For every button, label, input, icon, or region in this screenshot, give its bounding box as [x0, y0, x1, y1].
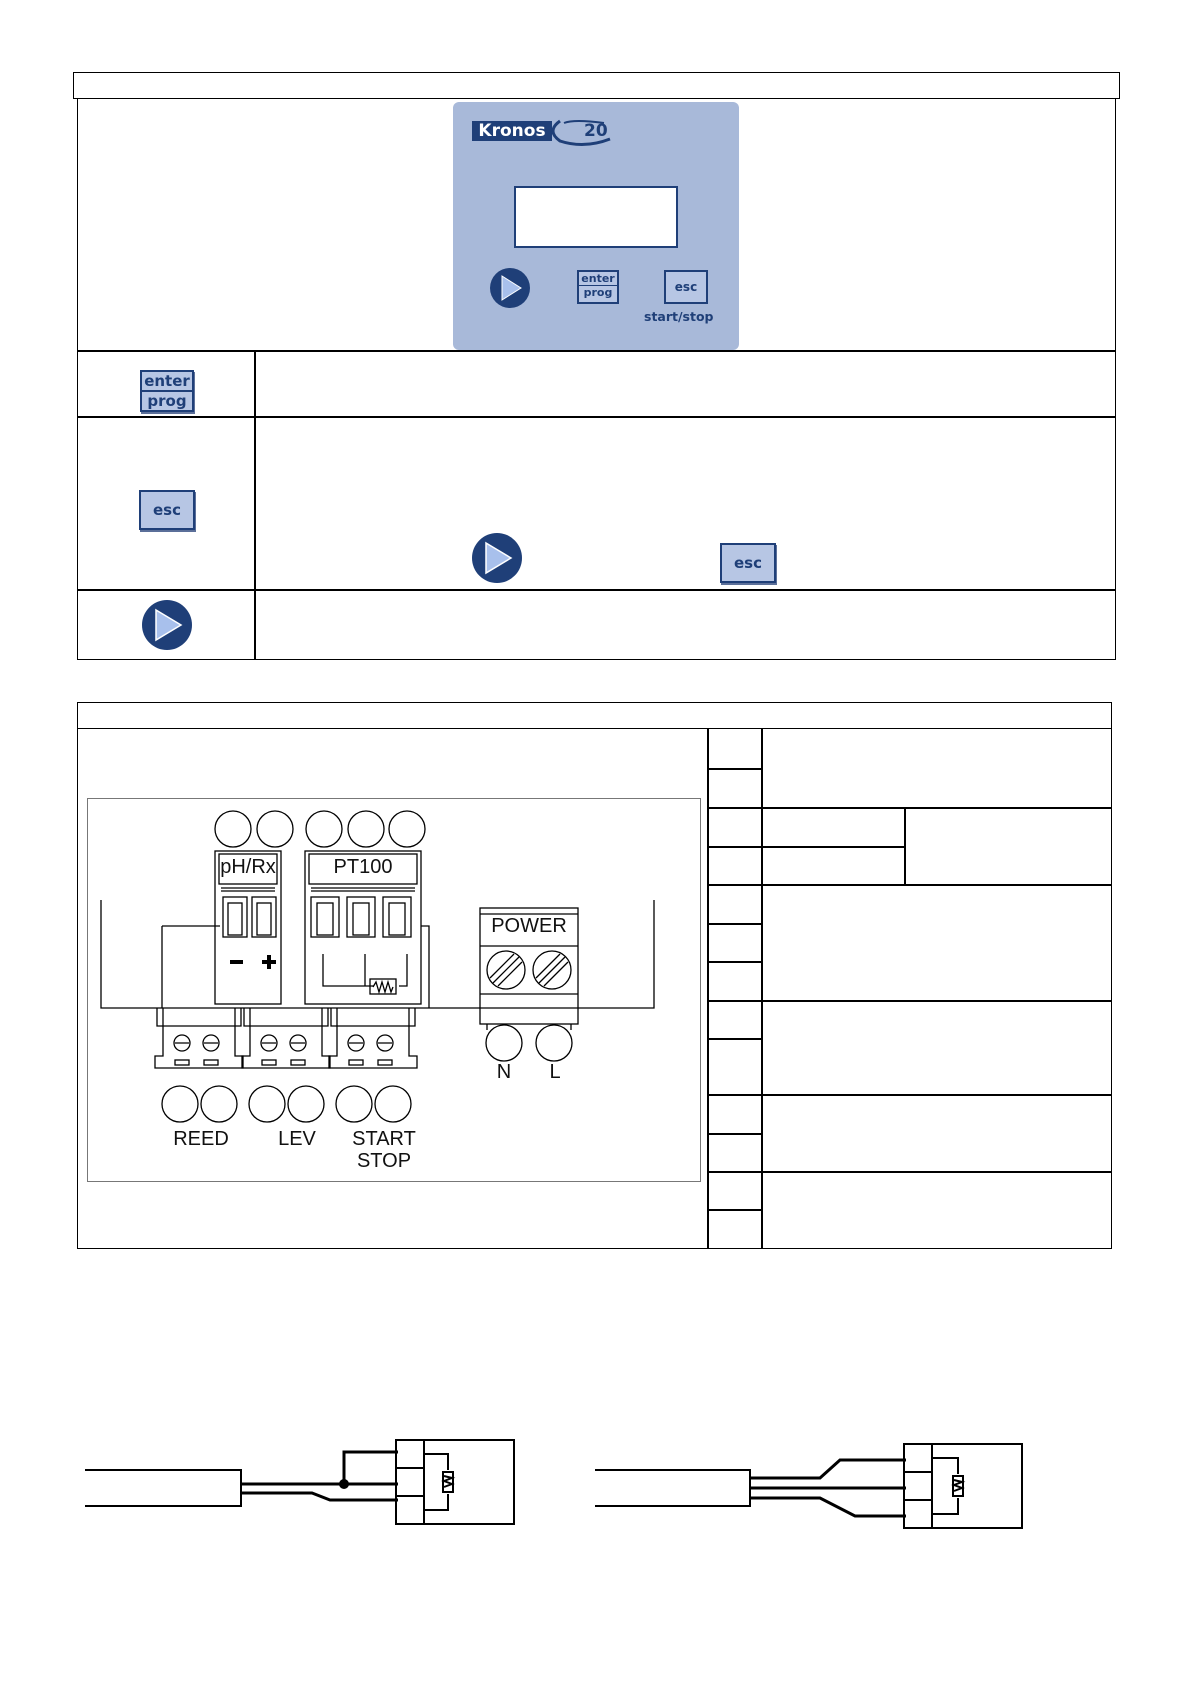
lev-label: LEV [278, 1128, 316, 1150]
pt100-label: PT100 [333, 856, 393, 878]
play-arrow-icon [471, 532, 523, 584]
reed-label: REED [173, 1128, 229, 1150]
row-divider [77, 589, 1116, 591]
device-front-panel [453, 102, 739, 350]
esc-key-icon [139, 490, 195, 530]
start-label: START [352, 1128, 416, 1150]
pt100-cable-diagrams [0, 1420, 1190, 1560]
wiring-table-header [77, 702, 1112, 729]
play-button[interactable] [489, 267, 531, 309]
esc-label: esc [153, 501, 181, 519]
esc-button[interactable] [664, 270, 708, 304]
esc-key-icon [720, 543, 776, 583]
enter-prog-button[interactable] [577, 270, 619, 304]
neutral-label: N [496, 1061, 512, 1083]
kronos-logo [472, 119, 608, 143]
prog-label: prog [147, 392, 187, 410]
power-label: POWER [491, 915, 567, 937]
play-arrow-icon [141, 599, 193, 651]
cable-sheath [85, 1470, 241, 1506]
enter-prog-key-icon [140, 370, 194, 412]
column-divider [254, 350, 256, 660]
brand-name: Kronos [472, 121, 552, 141]
bridge-junction-icon [339, 1479, 349, 1489]
row-divider [77, 416, 1116, 418]
esc-label: esc [674, 280, 698, 294]
enter-label: enter [142, 372, 192, 392]
enter-label: enter [579, 272, 617, 286]
row-divider [77, 350, 1116, 352]
ph-rx-label: pH/Rx [220, 856, 276, 878]
esc-label: esc [734, 554, 762, 572]
model-number: 20 [584, 121, 608, 141]
start-stop-label: start/stop [644, 309, 714, 324]
stop-label: STOP [356, 1150, 412, 1172]
panel-table-header [73, 72, 1120, 99]
cable-sheath [595, 1470, 750, 1506]
lcd-display [514, 186, 678, 248]
line-label: L [549, 1061, 561, 1083]
prog-label: prog [583, 286, 613, 299]
